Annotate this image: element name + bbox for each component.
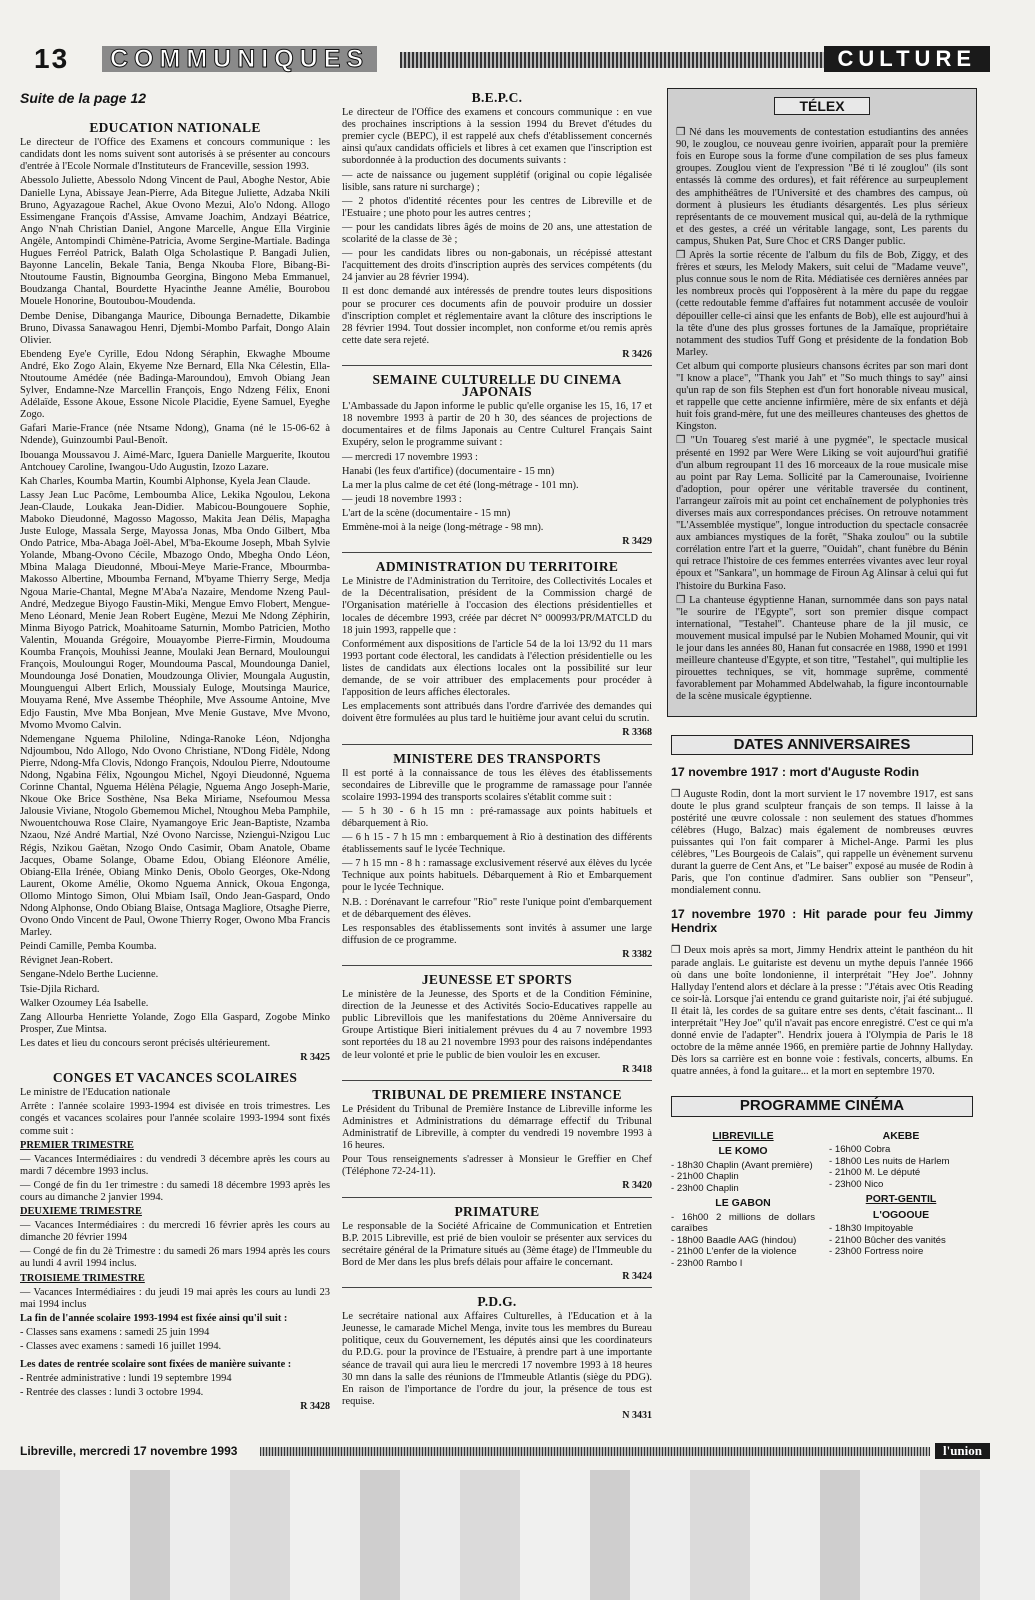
telex-box — [667, 88, 977, 717]
reference-number: N 3431 — [622, 1409, 652, 1421]
divider — [342, 744, 652, 745]
candidates-list-w: Walker Ozoumey Léa Isabelle. — [20, 997, 149, 1009]
showtime: - 21h00 L'enfer de la violence — [671, 1246, 797, 1258]
showtime: - 21h00 Bûcher des vanités — [829, 1234, 946, 1246]
holidays-text: - Rentrée administrative : lundi 19 septembre 1994 — [20, 1373, 232, 1385]
anniversary-text: ❒ Auguste Rodin, dont la mort survient le 17 novembre 1917, est sans doute le plus grand sculpteur français de son temps. Il laisse à la postérité une œuvre colossale : non seulement des statues d'hommes célèbres (Hugo, Balzac) mais également de nombreuses œuvres puissantes qui l'on fait comparer à Michel-Ange. Parmi les plus célèbres, "Les Bourgeois de Calais", qui rappelle un évènement survenu durant la guerre de Cent Ans, et "Le baiser" exposé au musée de Rodin à Paris, que l'on continue d'admirer. Sans oublier son "Penseur", mondialement connu. — [671, 788, 973, 897]
education-intro: Le directeur de l'Office des Examens et concours communique : les candidats dont les noms suivent sont autorisés à se présenter au concours d'entrée à l'Ecole Normale d'Instituteurs de Franceville, session 1993. — [20, 137, 330, 173]
showtime: - 23h00 Rambo I — [671, 1257, 743, 1269]
venue-label: LE KOMO — [718, 1145, 768, 1158]
transport-heading: MINISTERE DES TRANSPORTS — [393, 750, 601, 766]
holidays-text: - Classes sans examens : samedi 25 juin 1994 — [20, 1326, 210, 1338]
japanese-cinema-heading: SEMAINE CULTURELLE DU CINEMA JAPONAIS — [372, 371, 622, 400]
cinema-program-box — [667, 1096, 977, 1269]
cinema-text: — mercredi 17 novembre 1993 : — [342, 451, 478, 463]
cinema-text: Emmène-moi à la neige (long-métrage - 98 mn). — [342, 522, 544, 533]
footer-rule — [260, 1447, 930, 1456]
reference-number: R 3368 — [622, 727, 652, 739]
venue-label: AKEBE — [882, 1129, 920, 1142]
reference-number: R 3425 — [300, 1052, 330, 1064]
education-note: Les dates et lieu du concours seront précisés ultérieurement. — [20, 1037, 271, 1049]
term-heading: TROISIEME TRIMESTRE — [20, 1272, 145, 1284]
territory-text: Les emplacements sont attribués dans l'ordre d'arrivée des demandes qui doivent être formulées au plus tard le huitième jour avant celui du scrutin. — [342, 701, 652, 725]
bepc-heading: B.E.P.C. — [471, 90, 523, 105]
cinema-program-title: PROGRAMME CINÉMA — [671, 1096, 973, 1116]
holidays-text: — Vacances Intermédiaires : du jeudi 19 mai après les cours au lundi 23 mai 1994 inclus — [20, 1286, 330, 1310]
anniversaries-title: DATES ANNIVERSAIRES — [671, 735, 973, 755]
holidays-text: La fin de l'année scolaire 1993-1994 est fixée ainsi qu'il suit : — [20, 1312, 288, 1324]
showtime: - 18h30 Impitoyable — [829, 1223, 914, 1235]
reference-number: R 3382 — [622, 948, 652, 960]
pdg-heading: P.D.G. — [477, 1294, 517, 1310]
showtime: - 16h00 2 millions de dollars caraïbes — [671, 1211, 815, 1235]
telex-title: TÉLEX — [774, 97, 870, 115]
reference-number: R 3424 — [622, 1270, 652, 1282]
bepc-text: Le directeur de l'Office des examens et concours communique : en vue des prochaines inscriptions à la session 1994 du Brevet d'études du premier cycle (BEPC), il est rappelé aux chefs d'établissement concernés ainsi qu'aux candidats officiels et libres à cet examen que l'inscription est subordonnée à la production des documents suivants : — [342, 107, 652, 167]
anniversary-heading: 17 novembre 1917 : mort d'Auguste Rodin — [671, 764, 920, 779]
page-footer — [20, 1443, 990, 1459]
telex-item: ❒ Né dans les mouvements de contestation estudiantins des années 90, le zouglou, ce nouveau genre ivoirien, apparaît pour la première fois en Europe sous la forme d'une compilation de ses plus fameux groupes. Zouglou vient de l'expression "Bé ti lé zouglou" (ils sont entassés là comme des ordures), et fait référence au surpeuplement des amphithéâtres de l'Université et des chambres des campus, où dorment à plusieurs les étudiants désargentés. Les plus sérieux représentants de ce mouvement musical qui, au-delà de la rythmique et des gestes, a créé un véritable langage, sont, Les parents du campus, Shuken Pat, Sure Choc et CRS Danger public. — [676, 127, 968, 247]
venue-label: L'OGOOUE — [872, 1208, 930, 1221]
holidays-text: — Congé de fin du 1er trimestre : du samedi 18 décembre 1993 après les cours au dimanche 2 janvier 1994. — [20, 1179, 330, 1203]
column-left — [20, 92, 330, 1415]
divider — [342, 1197, 652, 1198]
bepc-text: — 2 photos d'identité récentes pour les centres de Libreville et de l'Estuaire ; une photo pour les autres centres ; — [342, 195, 652, 219]
telex-item: Cet album qui comporte plusieurs chansons écrites par son mari dont "I know a place", "Thank you Jah" et "So much things to say" ainsi qu'un rap de son fils Stephen est d'un fort honorable niveau musical, et rappelle que cette ancienne infirmière, mère de six enfants et déjà huit fois grand-mère, fut une des meilleures chanteuses des ghettos de Kingston. — [676, 360, 968, 433]
education-heading: EDUCATION NATIONALE — [89, 120, 261, 136]
transport-text: — 7 h 15 mn - 8 h : ramassage exclusivement réservé aux élèves du lycée Technique aux points habituels. Débarquement à Rio et Embarquement pour le lycée Technique. — [342, 858, 652, 894]
page-number: 13 — [34, 43, 70, 74]
cinema-column-left — [671, 1127, 815, 1270]
scan-artifact — [0, 1470, 1035, 1600]
candidates-list-n-o: Ndemengane Nguema Philoline, Ndinga-Ranoke Léon, Ndjongha Ndjoumbou, Ndo Allogo, Ndo Ovono Christiane, N'Dong Fidèle, Ndong Pierre, Ndong-Mfa Clovis, Ndongo François, Ndoulou Pierre, Ndoutoume Ndong, Ngabina Félix, Ngoungou Michel, Ngoyi Dieudonné, Nguema Corinne Chantal, Nguema Hélèna Pélagie, Nguema Ango Joseph-Marie, Nkoue Oke Brice Sosthène, Nsa Beka Miriame, Nsefoumou Messa Jalousie Viviane, Ntogolo Gbememou Michel, Ntoughou Meba Pamphile, Nwouentchouwa Rose Claire, Nyamangoye Eric Jean-Baptiste, Nzamba Nzaou, Nzé André Martial, Nzé Ovono Narcisse, Nzienguì-Nzigou Luc Régis, Nzikou Gaëtan, Nzogo Ondo Casimir, Obam Anatole, Obame Jacques, Obame Solange, Obame Edou, Obiang Eléonore Amélie, Obiang-Ella Irénée, Obiang Minko Denis, Obolo Georges, Oke-Ndong Laurent, Okome Amélie, Okomo Nguema Annick, Okoua Engonga, Ollomo Mintogo Simon, Olui Mbiam Isaïl, Ondo Jean-Gaspard, Ondo Ndong Alphonse, Ondo Obiang Blaise, Ontsaga Magliore, Otsaghe Pierre, Ovono Ondo Vincent de Paul, Owone Thierry Roger, Owono Mba Francis Marley. — [20, 733, 330, 939]
primature-text: Le responsable de la Société Africaine de Communication et Entretien B.P. 2015 Libreville, est prié de bien vouloir se présenter aux services du secrétaire général de la Primature situés au (3ème étage) de l'Immeuble du Bord de Mer dans les plus brefs délais pour affaire le concernant. — [342, 1220, 652, 1268]
cinema-text: L'art de la scène (documentaire - 15 mn) — [342, 507, 511, 519]
continued-label: Suite de la page 12 — [20, 90, 147, 106]
holidays-text: - Classes avec examens : samedi 16 juillet 1994. — [20, 1341, 222, 1352]
transport-text: — 5 h 30 - 6 h 15 mn : pré-ramassage aux points habituels et débarquement à Rio. — [342, 805, 652, 829]
candidates-list-i: Ibouanga Moussavou J. Aimé-Marc, Iguera Danielle Marguerite, Ikoutou Antchouey Caroline, Iwangou-Udo Augustin, Izozo Lazare. — [20, 449, 330, 473]
holidays-heading: CONGES ET VACANCES SCOLAIRES — [52, 1070, 298, 1086]
divider — [342, 1080, 652, 1081]
cinema-program-grid — [671, 1127, 973, 1270]
anniversaries-box — [667, 735, 977, 1079]
candidates-list-e: Ebendeng Eye'e Cyrille, Edou Ndong Séraphin, Ekwaghe Mboume André, Eko Zogo Alain, Ekyeme Nze Bernard, Ella Nka Célestin, Ella-Ntoutoume Amédée (née Badinga-Maroundou), Emvoh Obiang Jean Sylver, Endamne-Nze Marcellin François, Engo Ndzeng Félix, Enoni Adélaïde, Essone Akoue, Essone Nicole Placidie, Eyene Samuel, Eyeghe Zogo. — [20, 348, 330, 421]
tribunal-heading: TRIBUNAL DE PREMIERE INSTANCE — [372, 1086, 622, 1102]
reference-number: R 3420 — [622, 1180, 652, 1192]
cinema-text: La mer la plus calme de cet été (long-métrage - 101 mn). — [342, 479, 579, 491]
bepc-text: — pour les candidats libres âgés de moins de 20 ans, une attestation de scolarité de la classe de 3è ; — [342, 221, 652, 246]
candidates-list-s: Sengane-Ndelo Berthe Lucienne. — [20, 969, 159, 981]
transport-text: Les responsables des établissements sont invités à assumer une large diffusion de ce programme. — [342, 922, 652, 946]
pdg-text: Le secrétaire national aux Affaires Culturelles, à l'Education et à la Jeunesse, le camarade Michel Menga, invite tous les membres du Bureau politique, ceux du Gouvernement, les députés ainsi que les coordinateurs du P.D.G. pour la province de l'Estuaire, à prendre part à une importante séance de travail qui aura lieu le mercredi 17 novembre 1993 à 18 heures 30 mn dans la salle des réunions de l'Immeuble Atlantis (siège du PDG). En raison de l'importance de l'ordre du jour, la présence de tous est requise. — [342, 1311, 652, 1407]
reference-number: R 3428 — [300, 1401, 330, 1413]
telex-item: ❒ Après la sortie récente de l'album du fils de Bob, Ziggy, et des frères et sœurs, les Melody Makers, suit celui de "Madame veuve", plus connue sous le nom de Rita. Médiatisée ces dernières années par les nombreux procès qui l'opposèrent à la mère du pape du reggae (cette redoutable femme d'affaires fut notamment accusée de vouloir dépouiller celle-ci ainsi que les enfants de Bob), elle est aujourd'hui à la tête d'une des plus grosses fortunes de la Jamaïque, propriétaire notamment des studios Tuff Gong et présidente de la fondation Bob Marley. — [676, 250, 968, 358]
column-right — [667, 92, 977, 1269]
showtime: - 21h00 Chaplin — [671, 1171, 739, 1183]
header-rule — [400, 52, 840, 68]
city-label: PORT-GENTIL — [865, 1193, 937, 1206]
candidates-list-z: Zang Allourba Henriette Yolande, Zogo Ella Gaspard, Zogobe Minko Prosper, Zue Mintsa. — [20, 1011, 330, 1035]
holidays-text: Arrête : l'année scolaire 1993-1994 est divisée en trois trimestres. Les congés et vacances scolaires pour l'année scolaire 1993-1994 sont fixés comme suit : — [20, 1101, 330, 1137]
showtime: - 23h00 Nico — [829, 1178, 884, 1190]
candidates-list-k: Kah Charles, Koumba Martin, Koumbi Alphonse, Kyela Jean Claude. — [20, 475, 311, 487]
candidates-list-r: Révignet Jean-Robert. — [20, 955, 113, 967]
transport-text: Il est porté à la connaissance de tous les élèves des établissements secondaires de Libreville que le programme de ramassage pour l'année scolaire 1993-1994 des transports scolaires s'établit comme suit : — [342, 767, 652, 803]
publication-name: l'union — [935, 1443, 990, 1459]
reference-number: R 3429 — [622, 536, 652, 548]
holidays-text: - Rentrée des classes : lundi 3 octobre 1994. — [20, 1387, 204, 1399]
transport-text: — 6 h 15 - 7 h 15 mn : embarquement à Rio à destination des différents établissements sauf le lycée Technique. — [342, 832, 652, 856]
culture-label: CULTURE — [824, 46, 990, 72]
showtime: - 18h00 Baadle AAG (hindou) — [671, 1234, 797, 1246]
anniversary-heading: 17 novembre 1970 : Hit parade pour feu Jimmy Hendrix — [671, 907, 973, 936]
cinema-text: Hanabi (les feux d'artifice) (documentaire - 15 mn) — [342, 465, 555, 477]
showtime: - 18h00 Les nuits de Harlem — [829, 1155, 950, 1167]
reference-number: R 3426 — [622, 348, 652, 360]
candidates-list-l-m: Lassy Jean Luc Pacôme, Lemboumba Alice, Lekika Ngoulou, Lekona Jean-Claude, Loukaka Jean-Didier. Mabicou-Boungouere Sophie, Maboko Dieudonné, Magosso Magosso, Makita Jean Délis, Mapagha Juste Euloge, Massala Serge, Mayossa Jonas, Mba Ondo Gilbert, Mba Ondo Patrice, Mba-Abaga Joël-Abel, M'ba-Ekoume Joseph, Mbah Sylvie Yolande, Mbang-Ovono Cécile, Mbazogo Ondo, Mbegha Ondo Léon, Mbina Malaga Dieudonné, Mboui-Meye Marie-France, Mbourmba-Makosso Albertine, Mboumba Fernand, M'byame Thierry Serge, Medja Ngoua Marie-Chantal, Megne M'Aba'a Nazaire, Mendome Nzeng Paul-André, Medzegue Biyogo Faustin-Miki, Mengue Emvo Flobert, Mengue-Meno Léonard, Menie Jean Robert Eugène, Mezui Me Ndong Zéphirin, Minma Biyogo Patrick, Moahitoame Saturnin, Mombo Patricien, Motho Valentin, Mouanda Grégoire, Mouayombe Pierre-Firmin, Moudouma Koumba François, Mouhissi Jeanne, Moulaki Jean Bernard, Mouloungui François, Mouloungui Roger, Moundouma Pascal, Moundounga Daniel, Moundounga José Donatien, Moudzounga Olivier, Moungala Augustin, Mounguengui Albert Erlich, Moussialy Euloge, Moutsinga Maurice, Mouyama René, Mve Assembe Théophile, Mve Assoume Antoine, Mve Edjo Faustin, Mve Mba Bonjean, Mve Menie Gustave, Mve Mvono, Mvomo Mvomo Calvin. — [20, 489, 330, 731]
territory-text: Conformément aux dispositions de l'article 54 de la loi 13/92 du 11 mars 1993 portant code électoral, les candidats à l'élection présidentielle ou les listes de candidats aux élections locales ont la possibilité sur leur demande, de se voir attribuer des emplacements pour procéder à l'apposition de leurs affiches électorales. — [342, 638, 652, 699]
candidates-list-a-b: Abessolo Juliette, Abessolo Ndong Vincent de Paul, Aboghe Nestor, Abie Danielle Lyna, Abissaye Jean-Pierre, Ada Bitegue Juliette, Adzaba Nkili Bruno, Agyazagoue Rachel, Akue Ovono Mezui, Alo'o Ndong. Allogo Essimengane François d'Assise, Amvame Joachim, Andzayi Béatrice, Ango N'nah Christian Daniel, Angone Marcelle, Angue Ella Virginie Angèle, Antompindi Chimène-Patricia, Avome Sergine-Martiale. Badinga Hugues Ferréol Patrick, Balath Olga Scholastique P. Bangadi Julien, Bayonne Lancelin, Bekale Tania, Benga Nkouba Flore, Bibang-Bi-Ntoutoume Faustin, Bignoumba Georgina, Bingono Meba Emmanuel, Boudzanga Chantal, Bourdette Hyacinthe Jeanne Amélie, Bourobou Mouele Honorine, Boutoubou-Moudenda. — [20, 175, 330, 308]
term-heading: PREMIER TRIMESTRE — [20, 1139, 134, 1151]
candidates-list-d: Dembe Denise, Dibanganga Maurice, Dibounga Bernadette, Dikambie Bruno, Divassa Sanawagou Henri, Djembi-Mombo Parfait, Dongo Alain Olivier. — [20, 310, 330, 346]
bepc-text: — acte de naissance ou jugement supplétif (original ou copie légalisée lisible, sans rature ni surcharge) ; — [342, 169, 652, 193]
candidates-list-g: Gafari Marie-France (née Ntsame Ndong), Gnama (né le 15-06-62 à Ndende), Guinzoumbi Paul-Benoît. — [20, 423, 330, 447]
telex-item: ❒ "Un Touareg s'est marié à une pygmée", le spectacle musical présenté en 1992 par Were Were Liking se voit aujourd'hui gratifié d'un album regroupant 11 des 16 morceaux de la roue musicale mise au point par Ray Lema. Sollicité par la Camerounaise, Ivoirienne d'adoption, pour opérer une véritable traversée du continent, l'arrangeur zaïrois mit au point cet enchaînement de polyphonies très diverses mais aux correspondances précises. On retrouve notamment "L'Assemblée mystique", longue introduction du spectacle consacrée aux ambiances mystiques de la forêt, "Shaka zoulou" ou la subtile corrélation entre l'art et la guerre, "Ouidah", chant funèbre du Bénin qui retrace l'histoire de ces femmes enterrées vivantes avec leur royal époux et "Sankara", un hommage de Firoun Ag Alinsar à celui qui fut l'histoire du Burkina Faso. — [676, 435, 968, 592]
territory-text: Le Ministre de l'Administration du Territoire, des Collectivités Locales et de la Décentralisation, président de la Commission chargé de l'Organisation matérielle à l'occasion des élections présidentielles et locales de décembre 1993, créée par décret N° 000993/PR/MATCLD du 18 juin 1993, rappelle que : — [342, 576, 652, 636]
territory-heading: ADMINISTRATION DU TERRITOIRE — [375, 559, 619, 575]
showtime: - 16h00 Cobra — [829, 1144, 891, 1156]
term-heading: DEUXIEME TRIMESTRE — [20, 1206, 142, 1218]
showtime: - 23h00 Fortress noire — [829, 1246, 924, 1258]
showtime: - 21h00 M. Le député — [829, 1167, 921, 1179]
venue-label: LE GABON — [715, 1197, 771, 1210]
bepc-text: — pour les candidats libres ou non-gabonais, un récépissé attestant l'acquittement des droits d'inscription auprès des services compétents (du 24 janvier au 28 février 1994). — [342, 248, 652, 284]
cinema-column-right — [829, 1127, 973, 1270]
candidates-list-t: Tsie-Djila Richard. — [20, 983, 100, 995]
telex-item: ❒ La chanteuse égyptienne Hanan, surnommée dans son pays natal "le sourire de l'Egypte", sort son premier disque compact international, "Testahel". Chanteuse phare de la jil music, ce mouvement musical impulsé par le Nubien Mohamed Mounir, qui vit le jour dans les années 80, Hanan fut consacrée en 1988, 1990 et 1991 meilleure chanteuse d'Egypte, et son titre, "Testahel", qui multiplie les pirouettes techniques, se vit, hommage suprême, commenté favorablement par Mohammed Abdelwahab, la figure incontournable de la scène musicale égyptienne. — [676, 594, 968, 703]
tribunal-text: Le Président du Tribunal de Première Instance de Libreville informe les Administres et Administrations du démarrage effectif du Tribunal Administratif de Libreville, à compter du vendredi 19 novembre 1993 à 16 heures. — [342, 1103, 652, 1152]
candidates-list-p: Peindi Camille, Pemba Koumba. — [20, 941, 157, 953]
youth-sports-text: Le ministère de la Jeunesse, des Sports et de la Condition Féminine, direction de la Jeunesse et des Activités Socio-Educatives rappelle au public Librevillois que les manifestations du 20ème Anniversaire du Groupe Artistique Bieri initialement prévues du 4 au 7 novembre 1993 sont reportées du 18 au 21 novembre 1993 pour des raisons indépendantes de leur volonté et prie le public de bien vouloir les en excuser. — [342, 989, 652, 1061]
divider — [342, 965, 652, 966]
page-header — [20, 43, 990, 74]
divider — [342, 1287, 652, 1288]
city-label: LIBREVILLE — [712, 1129, 774, 1142]
holidays-text: — Vacances Intermédiaires : du mercredi 16 février après les cours au dimanche 20 février 1994 — [20, 1220, 330, 1244]
holidays-text: Les dates de rentrée scolaire sont fixées de manière suivante : — [20, 1359, 292, 1371]
transport-text: N.B. : Dorénavant le carrefour "Rio" reste l'unique point d'embarquement et de débarquement des élèves. — [342, 896, 652, 920]
section-title: COMMUNIQUES — [102, 46, 377, 72]
showtime: - 23h00 Chaplin — [671, 1182, 739, 1194]
showtime: - 18h30 Chaplin (Avant première) — [671, 1159, 813, 1171]
dateline: Libreville, mercredi 17 novembre 1993 — [20, 1444, 238, 1458]
tribunal-text: Pour Tous renseignements s'adresser à Monsieur le Greffier en Chef (Téléphone 72-24-11). — [342, 1154, 652, 1178]
divider — [342, 365, 652, 366]
reference-number: R 3418 — [622, 1063, 652, 1075]
primature-heading: PRIMATURE — [454, 1203, 540, 1219]
cinema-text: — jeudi 18 novembre 1993 : — [342, 493, 462, 505]
holidays-text: — Congé de fin du 2è Trimestre : du samedi 26 mars 1994 après les cours au lundi 4 avril 1994 inclus. — [20, 1246, 330, 1270]
bepc-text: Il est donc demandé aux intéressés de prendre toutes leurs dispositions pour se procurer ces documents afin de pouvoir produire un dossier d'inscription complet et réglementaire avant la clôture des inscriptions le 28 février 1994. Tout dossier incomplet, non conforme et/ou remis après cette date sera rejeté. — [342, 286, 652, 346]
holidays-text: — Vacances Intermédiaires : du vendredi 3 décembre après les cours au mardi 7 décembre 1993 inclus. — [20, 1153, 330, 1177]
cinema-text: L'Ambassade du Japon informe le public qu'elle organise les 15, 16, 17 et 18 novembre 1993 à partir de 20 h 30, des séances de projections de documentaires et de films Japonais au Centre Culturel Français Saint Exupéry, selon le programme suivant : — [342, 401, 652, 449]
column-middle — [342, 92, 652, 1424]
divider — [342, 552, 652, 553]
anniversary-text: ❒ Deux mois après sa mort, Jimmy Hendrix atteint le panthéon du hit parade anglais. Le guitariste est devenu un mythe depuis l'année 1966 où dans une boîte londonienne, il interprétait "Hey Joe". Johnny Hallyday l'entend alors et déclare à la presse : "J'étais avec Otis Reading ce soir-là. Lorsque j'ai entendu ce grand guitariste noir, j'ai été subjugué. Il était là, les cordes de sa guitare entre ses dents, c'était fascinant... Il interprétait "Hey Joe" qu'il n'avait pas encore enregistré. C'est ce qui m'a donné envie de l'adapter". Hendrix jouera à l'Olympia de Paris le 18 octobre de la même année 1966, en première partie de Johnny Hallyday. Dès lors sa carrière est en bonne voie : festivals, concerts, albums. En quatre années, à fond la guitare... et la mort en septembre 1970. — [671, 945, 973, 1078]
youth-sports-heading: JEUNESSE ET SPORTS — [421, 972, 573, 987]
holidays-text: Le ministre de l'Education nationale — [20, 1087, 171, 1099]
